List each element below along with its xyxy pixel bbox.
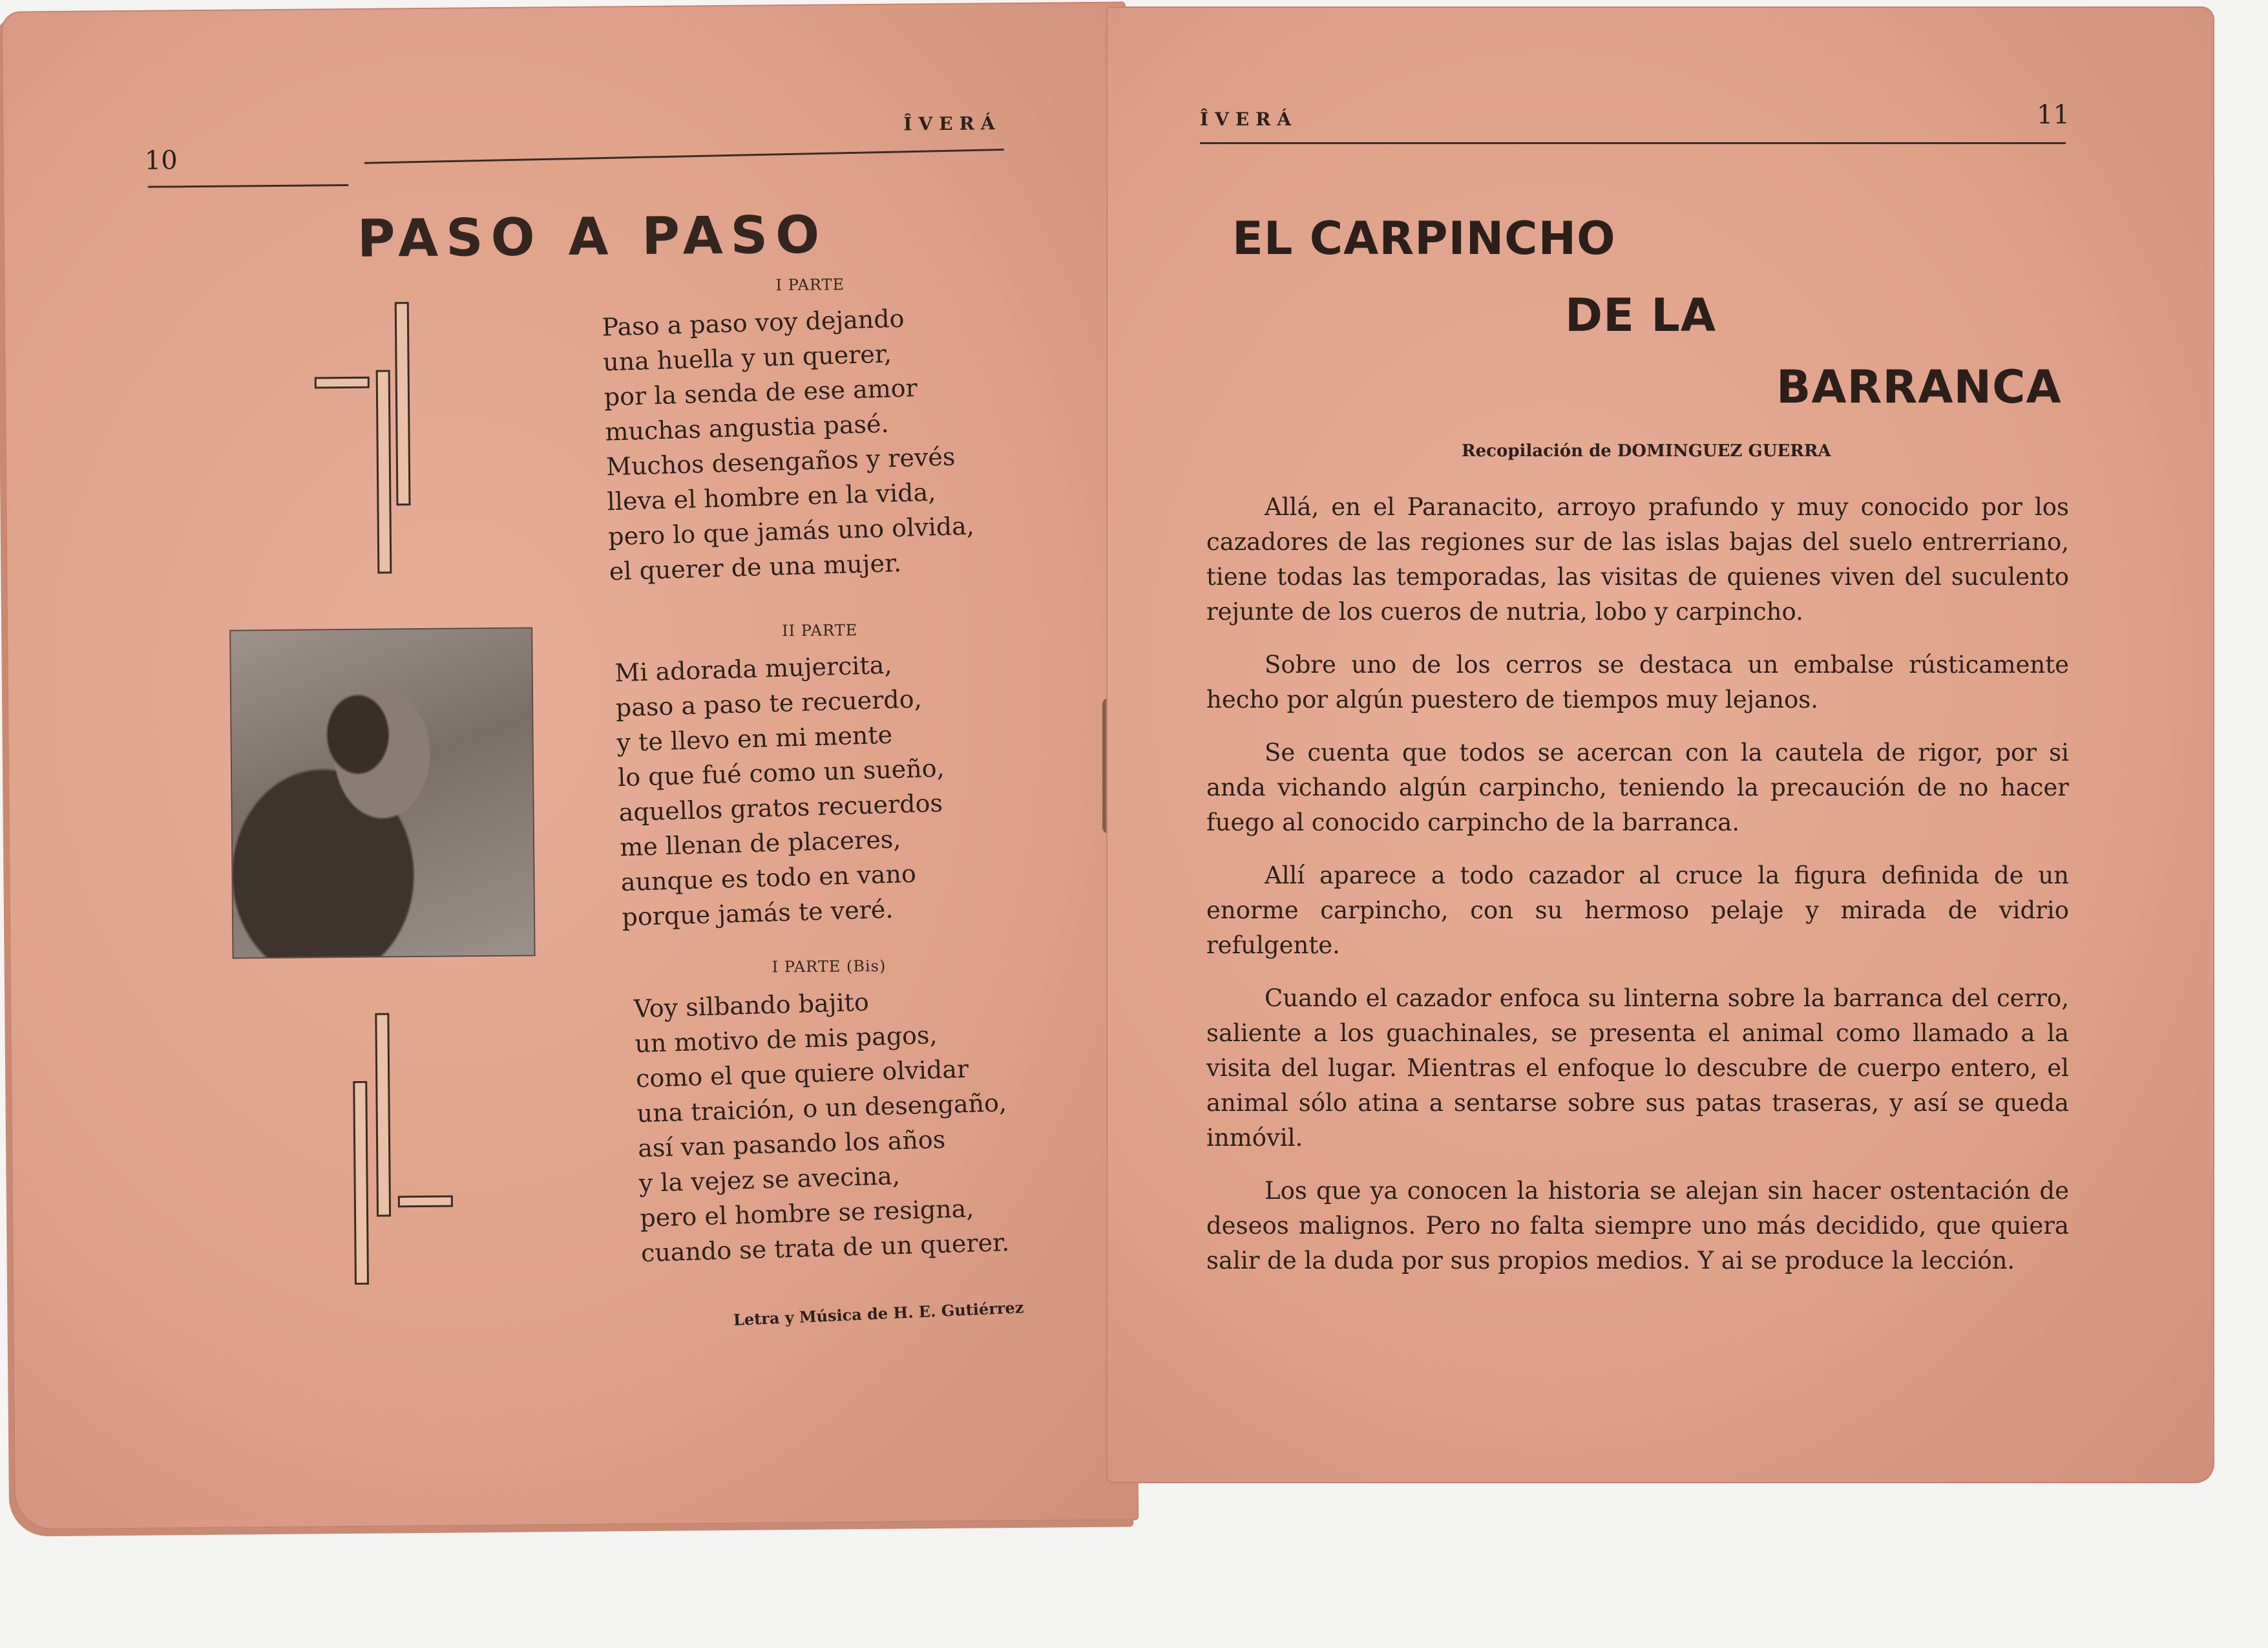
verse-line: Muchos desengaños y revés [605, 442, 956, 481]
poem-title: PASO A PASO [357, 204, 828, 269]
verse-line: me llenan de placeres, [619, 825, 901, 862]
portrait-photo [229, 627, 535, 958]
verse-line: un motivo de mis pagos, [634, 1020, 938, 1059]
verse-line: el querer de una mujer. [609, 548, 902, 586]
decorative-bar [398, 1196, 453, 1208]
paragraph: Cuando el cazador enfoca su linterna sobre la barranca del cerro, saliente a los guachinales, se presenta el animal como llamado a la visita del lugar. Mientras el enfoque lo descubre de cuerpo entero, el animal sólo atina a sentarse sobre sus patas traseras, y así se queda inmóvil. [1206, 984, 2069, 1152]
verse-line: pero lo que jamás uno olvida, [607, 511, 975, 551]
verse-line: así van pasando los años [637, 1125, 946, 1163]
article-body [1206, 490, 2069, 1296]
article-title-line-2: DE LA [1565, 289, 1717, 342]
left-page [1, 1, 1139, 1530]
stanza-3 [633, 980, 1011, 1271]
page-number-left: 10 [144, 145, 178, 176]
verse-line: y te llevo en mi mente [616, 720, 893, 757]
verse-line: aquellos gratos recuerdos [618, 788, 943, 827]
stanza-1 [602, 299, 976, 589]
verse-line: cuando se trata de un querer. [640, 1228, 1010, 1267]
running-head-right: ÎVERÁ [1200, 109, 1298, 130]
verse-line: porque jamás te veré. [621, 894, 894, 932]
decorative-bar [375, 1013, 391, 1216]
verse-line: por la senda de ese amor [604, 374, 918, 412]
article-title-line-1: EL CARPINCHO [1232, 212, 1616, 265]
verse-line: lleva el hombre en la vida, [607, 478, 936, 516]
header-rule-left-a [148, 184, 348, 188]
right-page [1106, 6, 2214, 1483]
paragraph: Los que ya conocen la historia se alejan sin hacer ostentación de deseos malignos. Pero no falta siempre uno más decidido, que quiera salir de la duda por sus propios medios. Y ai se produce la lección. [1206, 1177, 2069, 1274]
paragraph: Allá, en el Paranacito, arroyo prafundo y muy conocido por los cazadores de las regiones sur de las islas bajas del suelo entrerriano, tiene todas las temporadas, las visitas de quienes viven del suculento rejunte de los cueros de nutria, lobo y carpincho. [1206, 493, 2069, 626]
running-head-left: ÎVERÁ [903, 112, 1002, 135]
verse-line: lo que fué como un sueño, [617, 754, 945, 792]
verse-line: una traición, o un desengaño, [636, 1088, 1007, 1128]
verse-line: aunque es todo en vano [620, 859, 917, 897]
paragraph: Se cuenta que todos se acercan con la cautela de rigor, por si anda vichando algún carpincho, teniendo la precaución de no hacer fuego al conocido carpincho de la barranca. [1206, 739, 2069, 836]
decorative-bar [376, 370, 392, 573]
verse-line: una huella y un querer, [602, 339, 892, 377]
verse-line: Mi adorada mujercita, [614, 650, 893, 688]
article-title-line-3: BARRANCA [1776, 361, 2062, 414]
verse-line: Paso a paso voy dejando [601, 304, 905, 342]
poem-credit: Letra y Música de H. E. Gutiérrez [733, 1298, 1024, 1329]
verse-line: paso a paso te recuerdo, [615, 684, 923, 723]
stanza-2 [614, 646, 949, 935]
verse-line: muchas angustia pasé. [604, 409, 890, 447]
section-label-2: II PARTE [782, 621, 858, 640]
verse-line: como el que quiere olvidar [635, 1054, 969, 1093]
verse-line: y la vejez se avecina, [638, 1161, 901, 1198]
decorative-bar [353, 1081, 369, 1285]
paragraph: Allí aparece a todo cazador al cruce la figura definida de un enorme carpincho, con su hermoso pelaje y mirada de vidrio refulgente. [1206, 861, 2069, 959]
header-rule-left-b [364, 149, 1004, 164]
decorative-bar [395, 302, 411, 505]
section-label-3: I PARTE (Bis) [772, 956, 887, 977]
decorative-bar [315, 377, 370, 389]
verse-line: pero el hombre se resigna, [639, 1194, 974, 1232]
paragraph: Sobre uno de los cerros se destaca un embalse rústicamente hecho por algún puestero de tiempos muy lejanos. [1206, 651, 2069, 713]
header-rule-right [1200, 142, 2066, 144]
page-number-right: 11 [2037, 100, 2070, 130]
article-byline: Recopilación de DOMINGUEZ GUERRA [1462, 441, 1831, 461]
verse-line: Voy silbando bajito [633, 988, 870, 1024]
section-label-1: I PARTE [775, 275, 845, 295]
